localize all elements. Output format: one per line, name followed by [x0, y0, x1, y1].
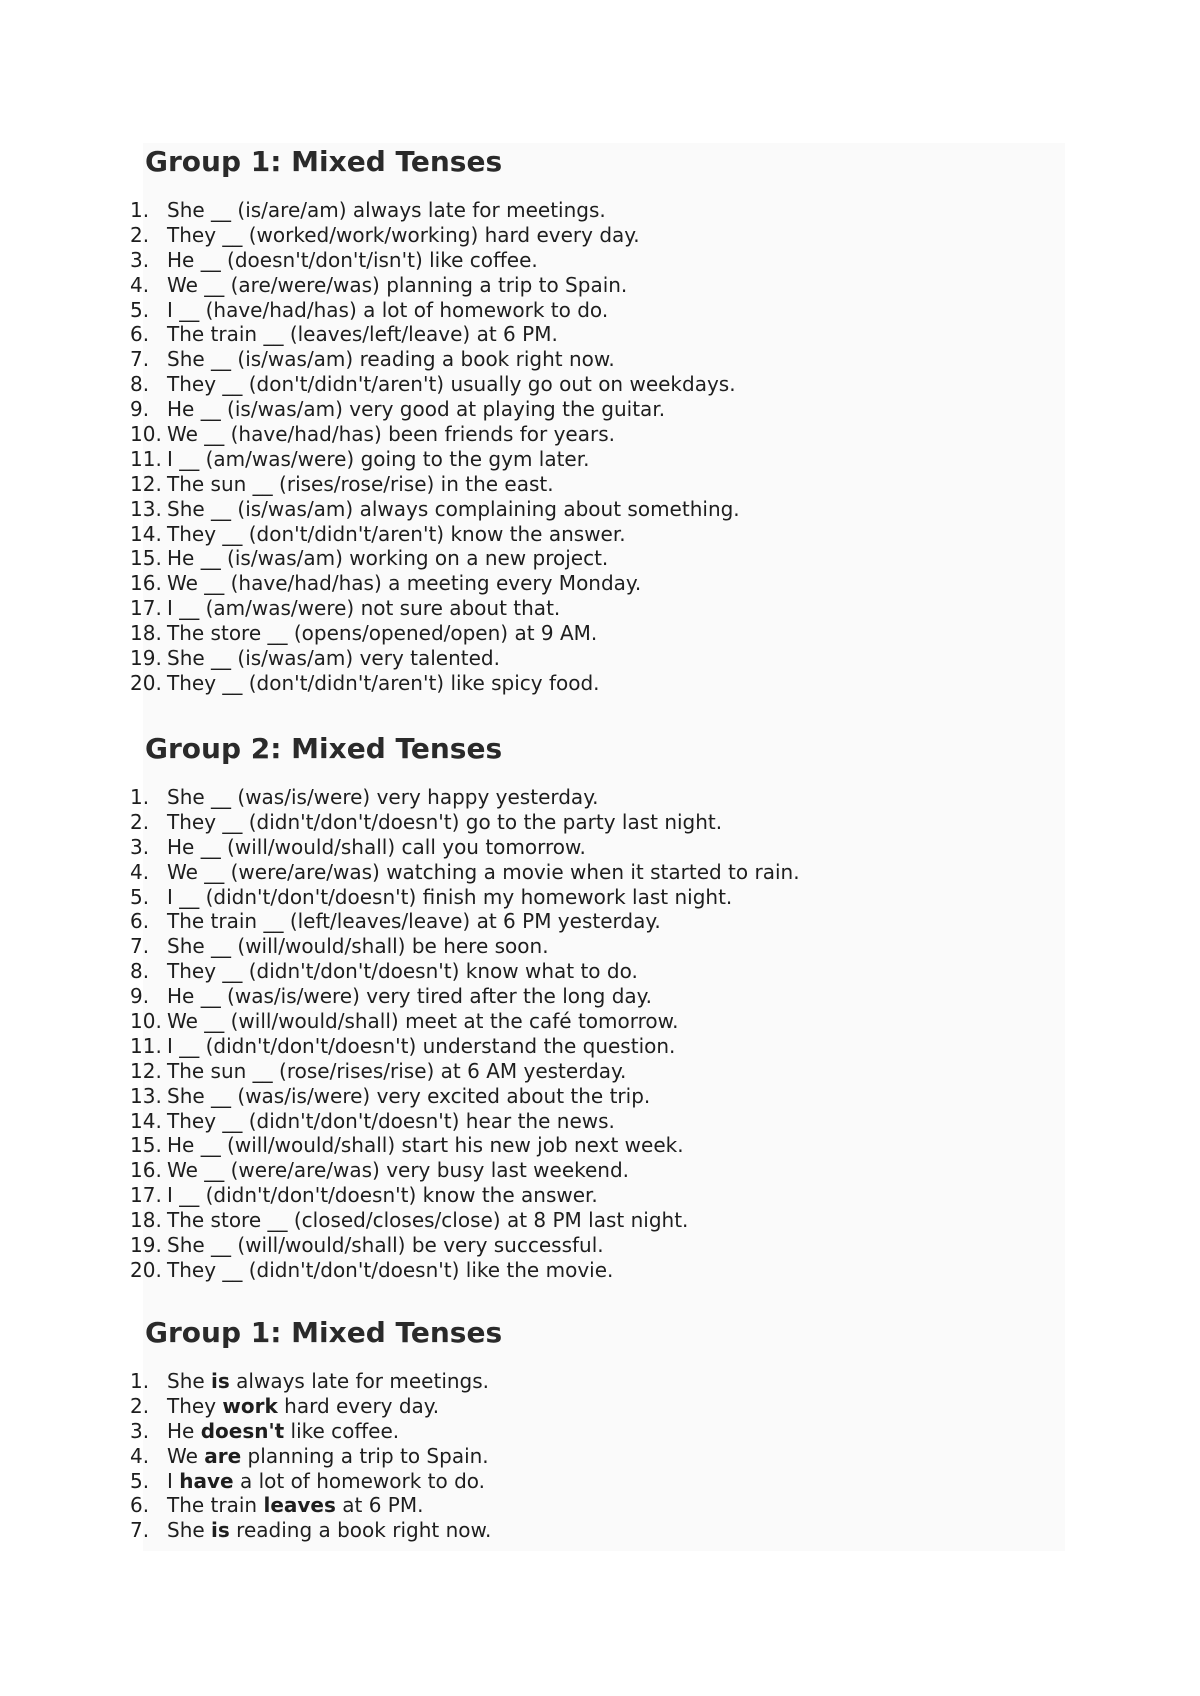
item-text: He __ (is/was/am) working on a new project. — [167, 546, 609, 571]
item-text: She __ (is/was/am) reading a book right now. — [167, 347, 615, 372]
list-item — [130, 1183, 800, 1208]
item-text: The store __ (opens/opened/open) at 9 AM. — [167, 621, 598, 646]
list-item — [130, 1258, 800, 1283]
item-text: The sun __ (rises/rose/rise) in the east. — [167, 471, 554, 496]
exercise-list — [130, 198, 740, 696]
item-number: 6. — [130, 909, 150, 934]
list-item — [130, 671, 740, 696]
item-number: 4. — [130, 859, 150, 884]
item-number: 19. — [130, 646, 162, 671]
list-item — [130, 298, 740, 323]
list-item — [130, 1233, 800, 1258]
sentence-before: I — [167, 1468, 180, 1493]
item-number: 14. — [130, 1108, 162, 1133]
item-number: 2. — [130, 809, 150, 834]
item-text: They __ (didn't/don't/doesn't) know what to do. — [167, 959, 638, 984]
item-number: 10. — [130, 1009, 162, 1034]
item-number: 12. — [130, 1058, 162, 1083]
item-number: 4. — [130, 1443, 150, 1468]
item-text: They __ (don't/didn't/aren't) usually go out on weekdays. — [167, 372, 736, 397]
item-number: 5. — [130, 1468, 150, 1493]
item-number: 8. — [130, 959, 150, 984]
list-item — [130, 422, 740, 447]
list-item — [130, 1444, 502, 1469]
item-answer-sentence — [167, 1493, 423, 1518]
item-number: 12. — [130, 471, 162, 496]
list-item — [130, 1208, 800, 1233]
item-text: The sun __ (rose/rises/rise) at 6 AM yesterday. — [167, 1058, 627, 1083]
item-number: 13. — [130, 1083, 162, 1108]
item-number: 7. — [130, 934, 150, 959]
list-item — [130, 1419, 502, 1444]
item-number: 18. — [130, 1208, 162, 1233]
exercise-list — [130, 1369, 502, 1543]
item-number: 10. — [130, 422, 162, 447]
item-text: She __ (was/is/were) very happy yesterday. — [167, 785, 599, 809]
item-text: He __ (will/would/shall) call you tomorrow. — [167, 834, 586, 859]
sentence-before: She — [167, 1369, 212, 1393]
item-text: She __ (will/would/shall) be very successful. — [167, 1233, 604, 1258]
list-item — [130, 372, 740, 397]
list-item — [130, 885, 800, 910]
answer-word: work — [222, 1393, 278, 1418]
item-text: He __ (will/would/shall) start his new job next week. — [167, 1133, 684, 1158]
list-item — [130, 447, 740, 472]
item-number: 5. — [130, 297, 150, 322]
item-text: We __ (were/are/was) watching a movie when it started to rain. — [167, 859, 800, 884]
item-number: 15. — [130, 1133, 162, 1158]
list-item — [130, 497, 740, 522]
item-number: 9. — [130, 397, 150, 422]
list-item — [130, 959, 800, 984]
list-item — [130, 1133, 800, 1158]
item-number: 1. — [130, 785, 150, 809]
exercise-list — [130, 785, 800, 1283]
item-text: We __ (will/would/shall) meet at the café tomorrow. — [167, 1009, 679, 1034]
item-number: 17. — [130, 1183, 162, 1208]
list-item — [130, 810, 800, 835]
item-text: She __ (is/was/am) very talented. — [167, 646, 500, 671]
item-answer-sentence — [167, 1444, 489, 1469]
sentence-before: He — [167, 1418, 201, 1443]
list-item — [130, 984, 800, 1009]
item-number: 1. — [130, 1369, 150, 1393]
sentence-after: planning a trip to Spain. — [241, 1443, 489, 1468]
section-title: Group 2: Mixed Tenses — [145, 732, 503, 765]
answer-word: is — [211, 1369, 230, 1393]
list-item — [130, 347, 740, 372]
section-title: Group 1: Mixed Tenses — [145, 145, 503, 178]
sentence-before: The train — [167, 1493, 264, 1518]
item-text: They __ (didn't/don't/doesn't) go to the party last night. — [167, 809, 723, 834]
list-item — [130, 596, 740, 621]
item-number: 18. — [130, 621, 162, 646]
item-number: 16. — [130, 571, 162, 596]
item-number: 16. — [130, 1158, 162, 1183]
item-number: 11. — [130, 1033, 162, 1058]
list-item — [130, 1493, 502, 1518]
section-group-2-questions — [130, 730, 800, 1283]
item-number: 2. — [130, 1393, 150, 1418]
list-item — [130, 522, 740, 547]
list-item — [130, 571, 740, 596]
list-item — [130, 1084, 800, 1109]
item-answer-sentence — [167, 1394, 439, 1419]
item-text: We __ (were/are/was) very busy last weekend. — [167, 1158, 630, 1183]
sentence-after: like coffee. — [284, 1418, 400, 1443]
item-text: She __ (is/are/am) always late for meetings. — [167, 198, 606, 222]
item-text: She __ (is/was/am) always complaining about something. — [167, 496, 740, 521]
list-item — [130, 934, 800, 959]
item-text: I __ (have/had/has) a lot of homework to do. — [167, 297, 609, 322]
list-item — [130, 1009, 800, 1034]
item-text: We __ (have/had/has) been friends for years. — [167, 422, 615, 447]
item-number: 20. — [130, 670, 162, 695]
list-item — [130, 835, 800, 860]
item-number: 9. — [130, 984, 150, 1009]
sentence-after: reading a book right now. — [229, 1518, 492, 1543]
item-number: 3. — [130, 247, 150, 272]
item-text: He __ (is/was/am) very good at playing the guitar. — [167, 397, 666, 422]
item-text: We __ (have/had/has) a meeting every Monday. — [167, 571, 642, 596]
item-number: 6. — [130, 322, 150, 347]
item-number: 8. — [130, 372, 150, 397]
list-item — [130, 621, 740, 646]
item-text: They __ (didn't/don't/doesn't) hear the news. — [167, 1108, 615, 1133]
item-number: 7. — [130, 347, 150, 372]
list-item — [130, 1394, 502, 1419]
item-text: They __ (don't/didn't/aren't) know the answer. — [167, 521, 626, 546]
item-number: 3. — [130, 1418, 150, 1443]
item-answer-sentence — [167, 1369, 489, 1394]
list-item — [130, 546, 740, 571]
item-number: 14. — [130, 521, 162, 546]
list-item — [130, 198, 740, 223]
list-item — [130, 1369, 502, 1394]
item-number: 15. — [130, 546, 162, 571]
sentence-before: They — [167, 1393, 223, 1418]
item-text: We __ (are/were/was) planning a trip to Spain. — [167, 272, 628, 297]
sentence-before: She — [167, 1518, 212, 1543]
item-number: 20. — [130, 1257, 162, 1282]
sentence-before: We — [167, 1443, 205, 1468]
list-item — [130, 1469, 502, 1494]
section-title: Group 1: Mixed Tenses — [145, 1316, 503, 1349]
list-item — [130, 860, 800, 885]
item-number: 2. — [130, 222, 150, 247]
answer-word: have — [179, 1468, 234, 1493]
item-number: 5. — [130, 884, 150, 909]
list-item — [130, 909, 800, 934]
item-answer-sentence — [167, 1518, 491, 1543]
item-answer-sentence — [167, 1419, 399, 1444]
item-text: I __ (am/was/were) going to the gym later. — [167, 446, 590, 471]
sentence-after: hard every day. — [277, 1393, 440, 1418]
list-item — [130, 1158, 800, 1183]
item-answer-sentence — [167, 1469, 485, 1494]
list-item — [130, 1518, 502, 1543]
sentence-after: at 6 PM. — [335, 1493, 424, 1518]
item-number: 3. — [130, 834, 150, 859]
list-item — [130, 1034, 800, 1059]
list-item — [130, 1109, 800, 1134]
item-text: She __ (will/would/shall) be here soon. — [167, 934, 549, 959]
list-item — [130, 248, 740, 273]
item-number: 11. — [130, 446, 162, 471]
answer-word: is — [211, 1518, 230, 1543]
sentence-after: always late for meetings. — [229, 1369, 490, 1393]
list-item — [130, 646, 740, 671]
item-text: I __ (am/was/were) not sure about that. — [167, 596, 561, 621]
item-number: 19. — [130, 1233, 162, 1258]
answer-word: are — [204, 1443, 242, 1468]
list-item — [130, 785, 800, 810]
list-item — [130, 223, 740, 248]
item-number: 1. — [130, 198, 150, 222]
item-number: 6. — [130, 1493, 150, 1518]
list-item — [130, 273, 740, 298]
item-number: 13. — [130, 496, 162, 521]
item-text: I __ (didn't/don't/doesn't) finish my homework last night. — [167, 884, 733, 909]
item-text: The train __ (leaves/left/leave) at 6 PM. — [167, 322, 558, 347]
item-text: They __ (didn't/don't/doesn't) like the movie. — [167, 1257, 614, 1282]
item-text: I __ (didn't/don't/doesn't) know the answer. — [167, 1183, 598, 1208]
list-item — [130, 397, 740, 422]
item-text: The store __ (closed/closes/close) at 8 PM last night. — [167, 1208, 689, 1233]
section-group-1-answers — [130, 1314, 502, 1543]
list-item — [130, 322, 740, 347]
answer-word: doesn't — [200, 1418, 285, 1443]
section-group-1-questions — [130, 143, 740, 696]
list-item — [130, 1059, 800, 1084]
list-item — [130, 472, 740, 497]
item-text: I __ (didn't/don't/doesn't) understand the question. — [167, 1033, 676, 1058]
item-text: She __ (was/is/were) very excited about the trip. — [167, 1083, 651, 1108]
item-text: He __ (was/is/were) very tired after the long day. — [167, 984, 653, 1009]
item-text: They __ (worked/work/working) hard every day. — [167, 222, 640, 247]
sentence-after: a lot of homework to do. — [233, 1468, 486, 1493]
answer-word: leaves — [263, 1493, 336, 1518]
item-number: 17. — [130, 596, 162, 621]
item-text: The train __ (left/leaves/leave) at 6 PM yesterday. — [167, 909, 661, 934]
item-number: 7. — [130, 1518, 150, 1543]
item-number: 4. — [130, 272, 150, 297]
item-text: He __ (doesn't/don't/isn't) like coffee. — [167, 247, 538, 272]
item-text: They __ (don't/didn't/aren't) like spicy food. — [167, 670, 600, 695]
